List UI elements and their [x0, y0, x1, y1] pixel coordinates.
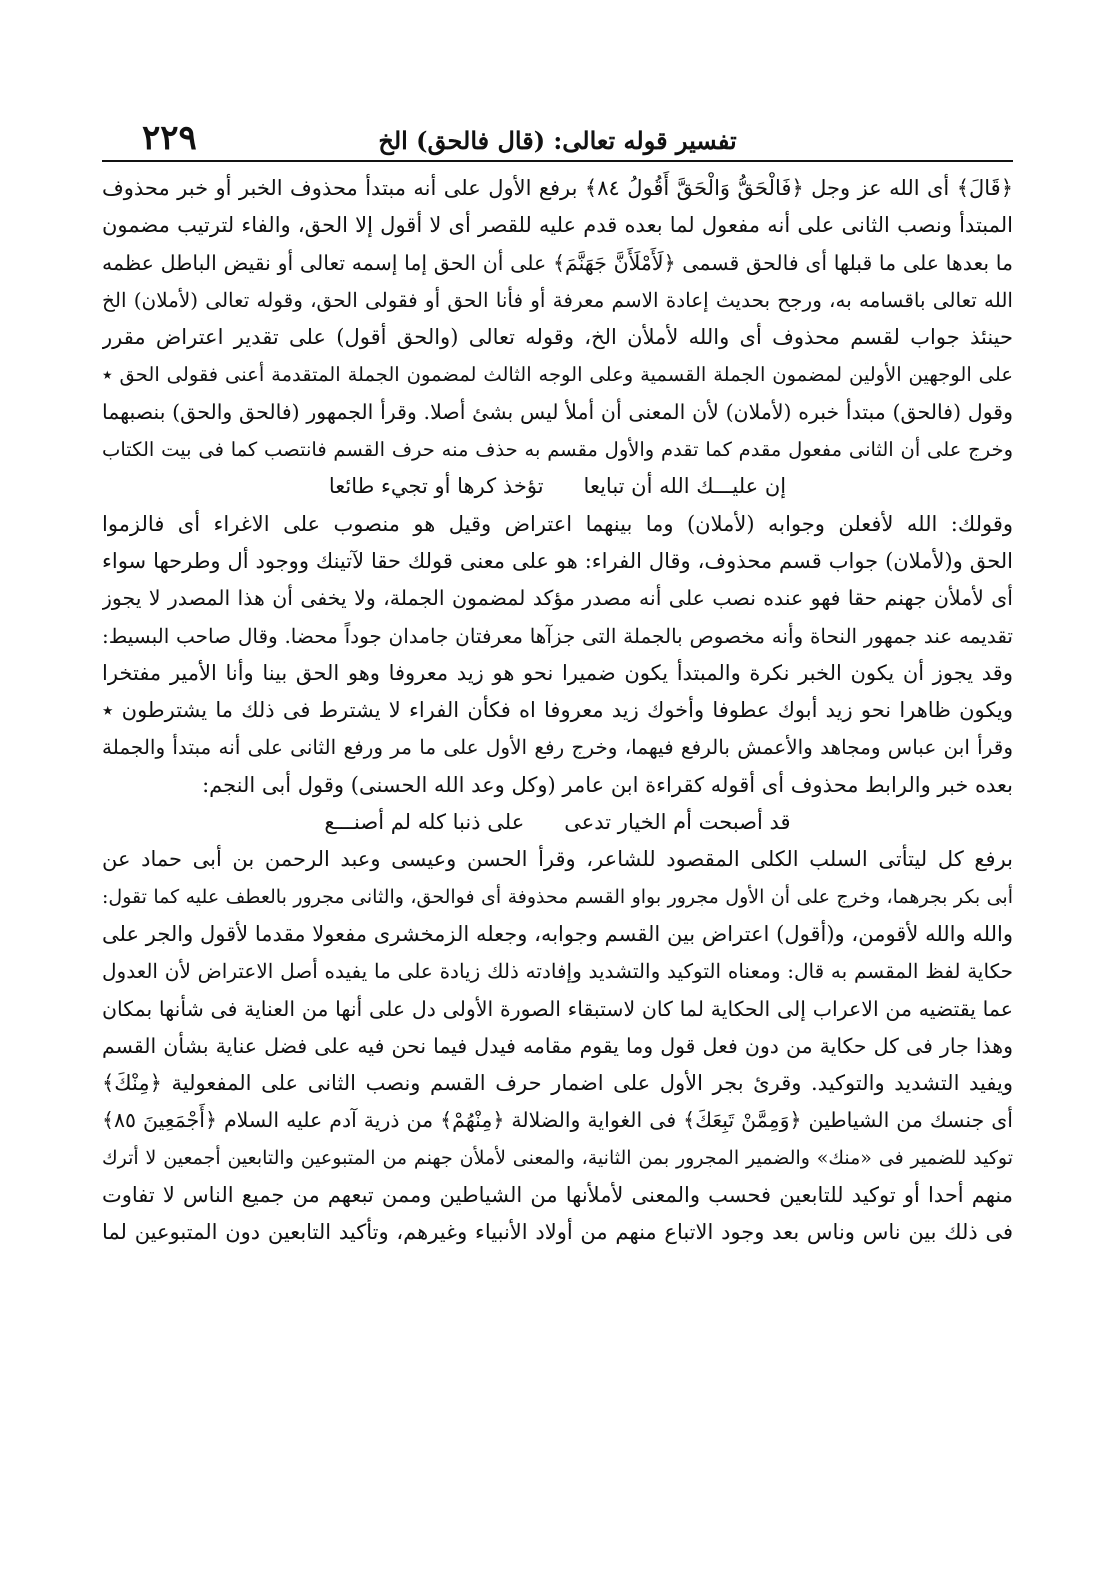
verse-first-hemistich: قد أصبحت أم الخيار تدعى [564, 810, 791, 835]
text-line: المبتدأ ونصب الثانى على أنه مفعول لما بعده قدم عليه للقصر أى لا أقول إلا الحق، والفاء لترتيب مضمون [102, 213, 1013, 238]
poetry-verse [102, 804, 1013, 841]
text-line: فى ذلك بين ناس وناس بعد وجود الاتباع منهم من أولاد الأنبياء وغيرهم، وتأكيد التابعين دون المتبوعين لما [102, 1220, 1013, 1245]
text-line: توكيد للضمير فى «منك» والضمير المجرور بمن الثانية، والمعنى لأملأن جهنم من المتبوعين والتابعين أجمعين لا أترك [102, 1146, 1013, 1169]
text-line: برفع كل ليتأتى السلب الكلى المقصود للشاعر، وقرأ الحسن وعيسى وعبد الرحمن بن أبى حماد عن [102, 847, 1013, 872]
header-rule [102, 160, 1013, 162]
text-line: والله والله لأقومن، و(أقول) اعتراض بين القسم وجوابه، وجعله الزمخشرى مفعولا مقدما لأقول والجر على [102, 921, 1013, 946]
text-line: عما يقتضيه من الاعراب إلى الحكاية لما كان لاستبقاء الصورة الأولى دل على أنها من العناية فى شأنها بمكان [102, 996, 1013, 1021]
running-title: تفسير قوله تعالى: (قال فالحق) الخ [378, 126, 737, 155]
verse-second-hemistich: تؤخذ كرها أو تجيء طائعا [328, 474, 544, 499]
text-line: الله تعالى باقسامه به، ورجح بحديث إعادة الاسم معرفة أو فأنا الحق أو فقولى الحق، وقوله تعالى (لأملان) الخ [102, 287, 1013, 312]
text-line: حينئذ جواب لقسم محذوف أى والله لأملأن الخ، وقوله تعالى (والحق أقول) على تقدير اعتراض مقرر [102, 325, 1013, 350]
page-number: ٢٢٩ [142, 118, 197, 158]
text-line: وقد يجوز أن يكون الخبر نكرة والمبتدأ يكون ضميرا نحو هو زيد معروفا وهو الحق بينا وأنا الأمير مفتخرا [102, 660, 1013, 685]
text-line: الحق و(لأملان) جواب قسم محذوف، وقال الفراء: هو على معنى قولك حقا لآتينك ووجود أل وطرحها سواء [102, 548, 1013, 573]
text-line: وقرأ ابن عباس ومجاهد والأعمش بالرفع فيهما، وخرج رفع الأول على ما مر ورفع الثانى على أنه مبتدأ والجملة [102, 735, 1013, 760]
verse-first-hemistich: إن عليـــك الله أن تبايعا [583, 474, 787, 499]
text-line: وقولك: الله لأفعلن وجوابه (لأملان) وما بينهما اعتراض وقيل هو منصوب على الاغراء أى فالزموا [102, 511, 1013, 536]
text-line: وخرج على أن الثانى مفعول مقدم كما تقدم والأول مقسم به حذف منه حرف القسم فانتصب كما فى بيت الكتاب [102, 438, 1013, 462]
text-line: وهذا جار فى كل حكاية من دون فعل قول وما يقوم مقامه فيدل فيما نحن فيه على فضل عناية بشأن القسم [102, 1033, 1013, 1058]
verse-second-hemistich: على ذنبا كله لم أصنـــع [324, 810, 525, 835]
text-line: ما بعدها على ما قبلها أى فالحق قسمى ﴿لَأَمْلَأَنَّ جَهَنَّمَ﴾ على أن الحق إما إسمه تعالى أو نقيض الباطل عظمه [102, 250, 1013, 275]
text-line: حكاية لفظ المقسم به قال: ومعناه التوكيد والتشديد وإفادته ذلك زيادة على ما يفيده أصل الاعتراض لأن العدول [102, 959, 1013, 984]
body-text [102, 170, 1013, 1252]
text-line: أبى بكر بجرهما، وخرج على أن الأول مجرور بواو القسم محذوفة أى فوالحق، والثانى مجرور بالعطف عليه كما تقول: [102, 885, 1013, 908]
text-line: وقول (فالحق) مبتدأ خبره (لأملان) لأن المعنى أن أملأ ليس بشئ أصلا. وقرأ الجمهور (فالحق والحق) بنصبهما [102, 399, 1013, 424]
text-line: ﴿قَالَ﴾ أى الله عز وجل ﴿فَالْحَقُّ وَالْحَقَّ أَقُولُ ٨٤﴾ برفع الأول على أنه مبتدأ محذوف الخبر أو خبر محذوف [102, 176, 1013, 200]
text-line: على الوجهين الأولين لمضمون الجملة القسمية وعلى الوجه الثالث لمضمون الجملة المتقدمة أعنى فقولى الحق ٭ [102, 363, 1013, 387]
poetry-verse [102, 468, 1013, 505]
text-line: منهم أحدا أو توكيد للتابعين فحسب والمعنى لأملأنها من الشياطين وممن تبعهم من جميع الناس لا تفاوت [102, 1183, 1013, 1208]
text-line: ويفيد التشديد والتوكيد. وقرئ بجر الأول على اضمار حرف القسم ونصب الثانى على المفعولية ﴿مِنْكَ﴾ [102, 1071, 1013, 1096]
text-line: بعده خبر والرابط محذوف أى أقوله كقراءة ابن عامر (وكل وعد الله الحسنى) وقول أبى النجم: [202, 772, 1013, 797]
text-line: أى لأملأن جهنم حقا فهو عنده نصب على أنه مصدر مؤكد لمضمون الجملة، ولا يخفى أن هذا المصدر لا يجوز [102, 586, 1013, 611]
text-line: ويكون ظاهرا نحو زيد أبوك عطوفا وأخوك زيد معروفا اه فكأن الفراء لا يشترط فى ذلك ما يشترطون ٭ [102, 698, 1013, 723]
text-line: أى جنسك من الشياطين ﴿وَمِمَّنْ تَبِعَكَ﴾ فى الغواية والضلالة ﴿مِنْهُمْ﴾ من ذرية آدم عليه السلام ﴿أَجْمَعِينَ ٨٥﴾ [102, 1108, 1013, 1133]
text-line: تقديمه عند جمهور النحاة وأنه مخصوص بالجملة التى جزآها معرفتان جامدان جوداً محضا. وقال صاحب البسيط: [102, 623, 1013, 648]
